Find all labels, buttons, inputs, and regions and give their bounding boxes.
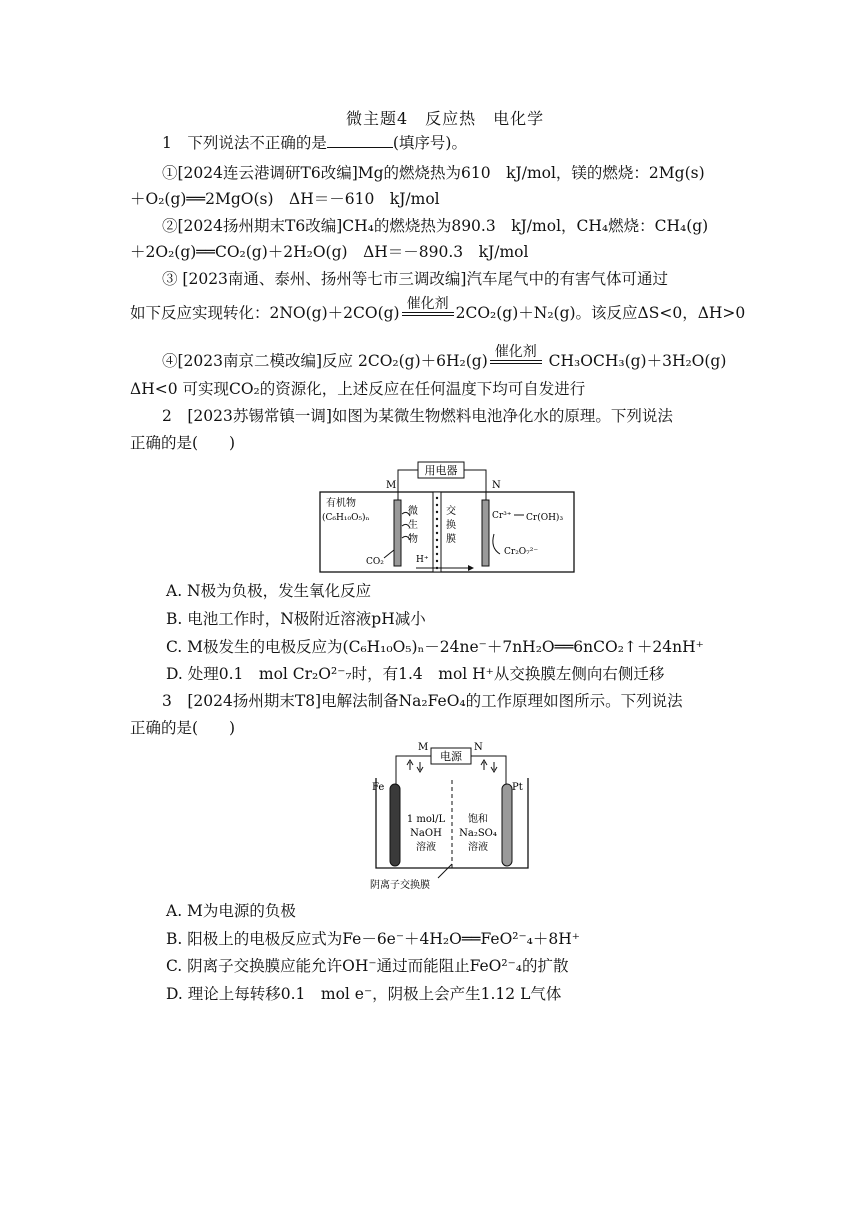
q1-stem-tail: (填序号)。 bbox=[392, 134, 467, 152]
dichromate-label: Cr₂O₇²⁻ bbox=[504, 547, 539, 557]
up-arrow-icon bbox=[407, 760, 413, 770]
q1-option-3-products: 2CO₂(g)＋N₂(g)。该反应ΔS<0，ΔH>0 bbox=[455, 304, 746, 322]
q1-option-3-line2 bbox=[130, 296, 746, 326]
q1-option-1-line1: ①[2024连云港调研T6改编]Mg的燃烧热为610 kJ/mol，镁的燃烧：2Mg(s) bbox=[162, 164, 705, 182]
q3-stem-line2: 正确的是( ) bbox=[130, 719, 236, 737]
q2-option-c: C. M极发生的电极反应为(C₆H₁₀O₅)ₙ－24ne⁻＋7nH₂O══6nCO₂↑＋24nH⁺ bbox=[166, 638, 704, 656]
catalyst-arrow bbox=[488, 345, 544, 364]
page-title: 微主题4 反应热 电化学 bbox=[346, 109, 545, 128]
q1-option-3-line1: ③ [2023南通、泰州、扬州等七市三调改编]汽车尾气中的有害气体可通过 bbox=[162, 270, 668, 288]
q1-stem-text: 1 下列说法不正确的是 bbox=[162, 134, 327, 152]
fe-electrode bbox=[390, 784, 400, 866]
organic-formula: (C₆H₁₀O₅)ₙ bbox=[322, 513, 370, 523]
down-arrow-icon bbox=[417, 762, 423, 772]
naoh-label: NaOH bbox=[410, 828, 442, 839]
q1-option-4-products: CH₃OCH₃(g)＋3H₂O(g) bbox=[543, 352, 727, 370]
q3-stem-line1: 3 [2024扬州期末T8]电解法制备Na₂FeO₄的工作原理如图所示。下列说法 bbox=[162, 692, 683, 710]
membrane-char-1: 交 bbox=[446, 506, 456, 517]
microbe-char-3: 物 bbox=[408, 534, 418, 545]
co2-label: CO₂ bbox=[366, 557, 384, 567]
terminal-m-label: M bbox=[418, 742, 429, 753]
electrode-n-label: N bbox=[492, 480, 501, 491]
microbe-char-1: 微 bbox=[408, 506, 418, 517]
terminal-n-label: N bbox=[474, 742, 483, 753]
wire-left bbox=[396, 756, 431, 788]
electrode-m-label: M bbox=[386, 480, 397, 491]
device-label: 用电器 bbox=[424, 464, 458, 477]
pt-electrode bbox=[502, 784, 512, 866]
q1-option-4-reactants: ④[2023南京二模改编]反应 2CO₂(g)＋6H₂(g) bbox=[162, 352, 488, 370]
organic-label: 有机物 bbox=[326, 498, 356, 509]
power-label: 电源 bbox=[440, 750, 462, 763]
up-arrow-icon bbox=[481, 760, 487, 770]
electrolysis-figure bbox=[368, 740, 540, 892]
membrane-char-2: 换 bbox=[446, 520, 456, 531]
na2so4-label: Na₂SO₄ bbox=[459, 828, 497, 839]
dichromate-arrow-icon bbox=[493, 534, 500, 554]
q3-option-d: D. 理论上每转移0.1 mol e⁻，阴极上会产生1.12 L气体 bbox=[166, 985, 562, 1003]
q2-option-d: D. 处理0.1 mol Cr₂O²⁻₇时，有1.4 mol H⁺从交换膜左侧向右侧迁移 bbox=[166, 665, 665, 683]
electrode-n bbox=[482, 500, 489, 566]
q1-stem bbox=[130, 132, 467, 154]
membrane-char-3: 膜 bbox=[446, 534, 456, 545]
proton-label: H⁺ bbox=[416, 555, 429, 565]
membrane-label: 阴离子交换膜 bbox=[370, 880, 430, 891]
cr3-label: Cr³⁺ bbox=[492, 511, 512, 521]
naoh-solution-label: 溶液 bbox=[416, 842, 436, 853]
arrowhead-icon bbox=[468, 565, 474, 571]
q1-option-4-line1 bbox=[130, 344, 727, 374]
na2so4-solution-label: 溶液 bbox=[468, 842, 488, 853]
croh3-label: Cr(OH)₃ bbox=[526, 513, 564, 523]
answer-blank[interactable] bbox=[327, 133, 393, 148]
wire-right bbox=[471, 756, 506, 788]
saturated-label: 饱和 bbox=[468, 814, 488, 825]
q3-option-c: C. 阴离子交换膜应能允许OH⁻通过而能阻止FeO²⁻₄的扩散 bbox=[166, 957, 569, 975]
electrode-m bbox=[394, 500, 401, 566]
q1-option-3-reactants: 如下反应实现转化：2NO(g)＋2CO(g) bbox=[130, 304, 400, 322]
equal-arrow-icon bbox=[490, 360, 542, 364]
q1-option-2-line1: ②[2024扬州期末T6改编]CH₄的燃烧热为890.3 kJ/mol，CH₄燃烧：CH₄(g) bbox=[162, 217, 709, 235]
q3-option-a: A. M为电源的负极 bbox=[166, 902, 296, 920]
q1-option-2-line2: ＋2O₂(g)══CO₂(g)＋2H₂O(g) ΔH＝－890.3 kJ/mol bbox=[130, 243, 529, 261]
catalyst-label: 催化剂 bbox=[494, 344, 537, 360]
q1-option-1-line2: ＋O₂(g)══2MgO(s) ΔH＝－610 kJ/mol bbox=[130, 190, 440, 208]
naoh-concentration: 1 mol/L bbox=[406, 814, 446, 825]
cell-container bbox=[320, 492, 574, 572]
wire-right bbox=[464, 470, 486, 503]
q2-stem-line2: 正确的是( ) bbox=[130, 434, 236, 452]
q2-option-b: B. 电池工作时，N极附近溶液pH减小 bbox=[166, 610, 426, 628]
q2-option-a: A. N极为负极，发生氧化反应 bbox=[166, 582, 372, 600]
microbe-char-2: 生 bbox=[408, 520, 418, 531]
co2-arrow-icon bbox=[384, 550, 394, 558]
fe-label: Fe bbox=[372, 782, 385, 793]
equal-arrow-icon bbox=[402, 312, 454, 316]
catalyst-arrow bbox=[400, 297, 456, 316]
catalyst-label: 催化剂 bbox=[406, 296, 449, 312]
q1-option-4-line2: ΔH<0 可实现CO₂的资源化，上述反应在任何温度下均可自发进行 bbox=[130, 380, 586, 398]
membrane-leader-line bbox=[438, 864, 452, 878]
pt-label: Pt bbox=[512, 782, 523, 793]
down-arrow-icon bbox=[491, 762, 497, 772]
fuel-cell-figure bbox=[318, 458, 580, 578]
q2-stem-line1: 2 [2023苏锡常镇一调]如图为某微生物燃料电池净化水的原理。下列说法 bbox=[162, 407, 673, 425]
q3-option-b: B. 阳极上的电极反应式为Fe－6e⁻＋4H₂O══FeO²⁻₄＋8H⁺ bbox=[166, 930, 580, 948]
wire-left bbox=[398, 470, 418, 503]
